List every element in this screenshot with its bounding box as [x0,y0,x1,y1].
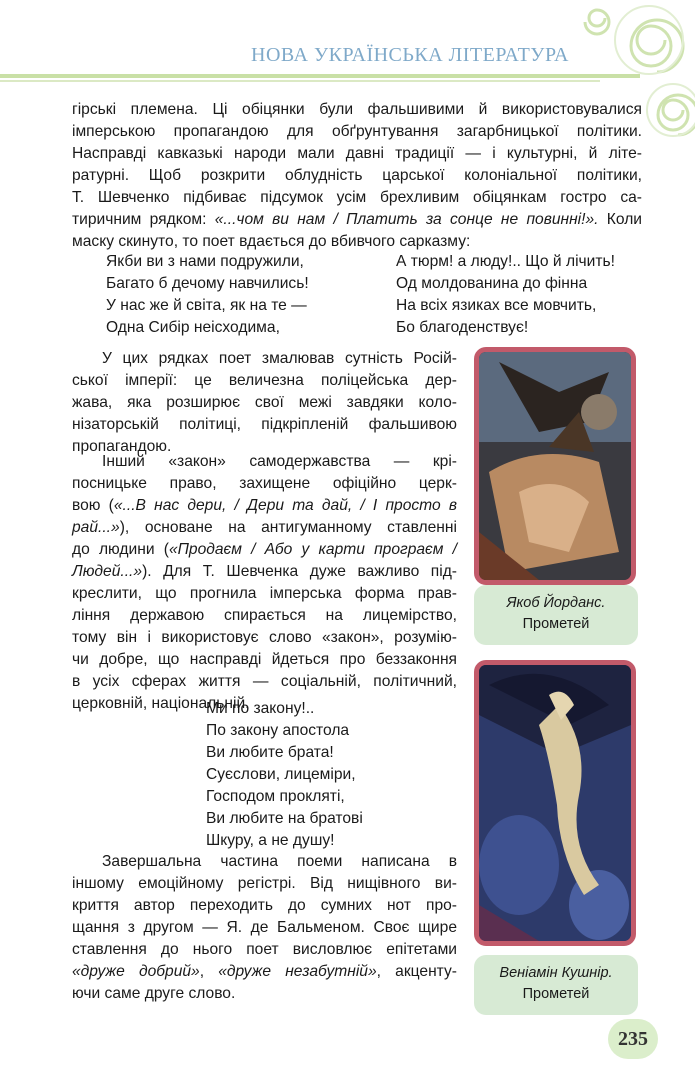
poem-right-column [396,251,615,339]
text-line [72,539,457,561]
text-line: маску скинуто, то поет вдається до вбивчого сарказму: [72,233,471,250]
text-line: ючи саме друге слово. [72,985,236,1002]
quotation: «Продаєм / Або у карти програєм / [168,541,457,558]
poem-line: Багато б дечому навчились! [106,275,309,292]
text-line [72,961,457,983]
poem-line: У нас же й світа, як на те — [106,297,307,314]
text-segment: до людини ( [72,541,169,558]
page-number: 235 [608,1019,658,1059]
text-line: ратурні. Щоб розкрити облудність царської колоніальної політики, [72,167,642,184]
body-paragraph-2 [72,451,457,715]
text-line: гірські племена. Ці обіцянки були фальшивими й використовувалися [72,101,642,118]
header-divider-thin [0,80,600,82]
figure-2-caption [474,955,638,1015]
text-line: чи добре, що насправді йдеться про беззаконня [72,651,457,668]
text-segment: тиричним рядком: [72,211,207,228]
header-divider [0,74,640,78]
running-header-title: НОВА УКРАЇНСЬКА ЛІТЕРАТУРА [251,44,569,66]
caption-author: Веніамін Кушнір. [499,965,613,981]
painting-jordaens-prometheus [474,347,636,585]
body-paragraph-3 [72,851,457,1005]
caption-author: Якоб Йорданс. [506,595,606,611]
poem-2 [206,698,363,852]
painting-image [479,665,631,941]
poem-line: Ви любите на братові [206,810,363,827]
epithet: «друже незабутній» [218,963,377,980]
intro-paragraph [72,99,642,253]
poem-line: Одна Сибір неісходима, [106,319,280,336]
poem-line: По закону апостола [206,722,350,739]
poem-line: Якби ви з нами подружили, [106,253,304,270]
text-line: Т. Шевченко підбиває підсумок усім брехливим обіцянкам гостро са- [72,189,642,206]
text-line: ської імперії: це величезна поліцейська дер- [72,372,457,389]
text-line: криття автор переходить до сумних нот про- [72,897,457,914]
text-line [72,495,457,517]
poem-left-column [106,251,309,339]
text-line: імперською пропагандою для обґрунтування загарбницької політики. [72,123,642,140]
text-line [72,209,642,231]
text-line: церковній, національній. [72,695,250,712]
poem-line: Шкуру, а не душу! [206,832,335,849]
text-line: нізаторській політиці, підкріпленій фальшивою [72,416,457,433]
text-line: жава, яка розширює свої межі завдяки коло- [72,394,457,411]
text-line: Інший «закон» самодержавства — крі- [102,453,457,470]
text-line: в усіх сферах життя — соціальній, політичний, [72,673,457,690]
poem-line: Од молдованина до фінна [396,275,588,292]
text-line: посницьке право, захищене офіційно церк- [72,475,457,492]
text-line: щання з другом — Я. де Бальменом. Своє щире [72,919,457,936]
painting-kushnir-prometheus [474,660,636,946]
poem-line: Суєслови, лицеміри, [206,766,356,783]
text-segment: , акценту- [376,963,457,980]
quotation: «...В нас дери, / Дери та дай, / І просто в [113,497,457,514]
text-line: ставлення до нього поет висловлює епітетами [72,941,457,958]
text-segment: ). Для Т. Шевченка дуже важливо під- [142,563,457,580]
text-segment: ), основане на антигуманному ставленні [119,519,457,536]
text-line [72,561,457,583]
epithet: «друже добрий» [72,963,200,980]
text-line: Завершальна частина поеми написана в [102,853,457,870]
text-segment: вою ( [72,497,114,514]
poem-line: Ми по закону!.. [206,700,315,717]
body-paragraph-1 [72,348,457,458]
poem-line: Бо благоденствує! [396,319,529,336]
text-line: креслити, що прогнила імперська форма прав- [72,585,457,602]
text-line: пропагандою. [72,438,172,455]
text-line: Насправді кавказькі народи мали давні традиції — і культурні, й літе- [72,145,642,162]
text-line [72,517,457,539]
poem-line: А тюрм! а люду!.. Що й лічить! [396,253,615,270]
text-line: У цих рядках поет змалював сутність Росій- [102,350,457,367]
text-segment: , [199,963,219,980]
caption-title: Прометей [522,986,590,1002]
painting-image [479,352,631,580]
quotation: рай...» [72,519,120,536]
text-line: ління державою спирається на лицемірство, [72,607,457,624]
text-line: тому він і використовує слово «закон», розумію- [72,629,457,646]
caption-title: Прометей [522,616,590,632]
quotation: Людей...» [72,563,143,580]
poem-line: Господом прокляті, [206,788,345,805]
poem-line: На всіх язиках все мовчить, [396,297,597,314]
text-line: іншому емоційному регістрі. Від нищівного ви- [72,875,457,892]
figure-1-caption [474,585,638,645]
text-segment: Коли [606,211,643,228]
quotation: «...чом ви нам / Платить за сонце не повинні!». [214,211,599,228]
poem-line: Ви любите брата! [206,744,334,761]
